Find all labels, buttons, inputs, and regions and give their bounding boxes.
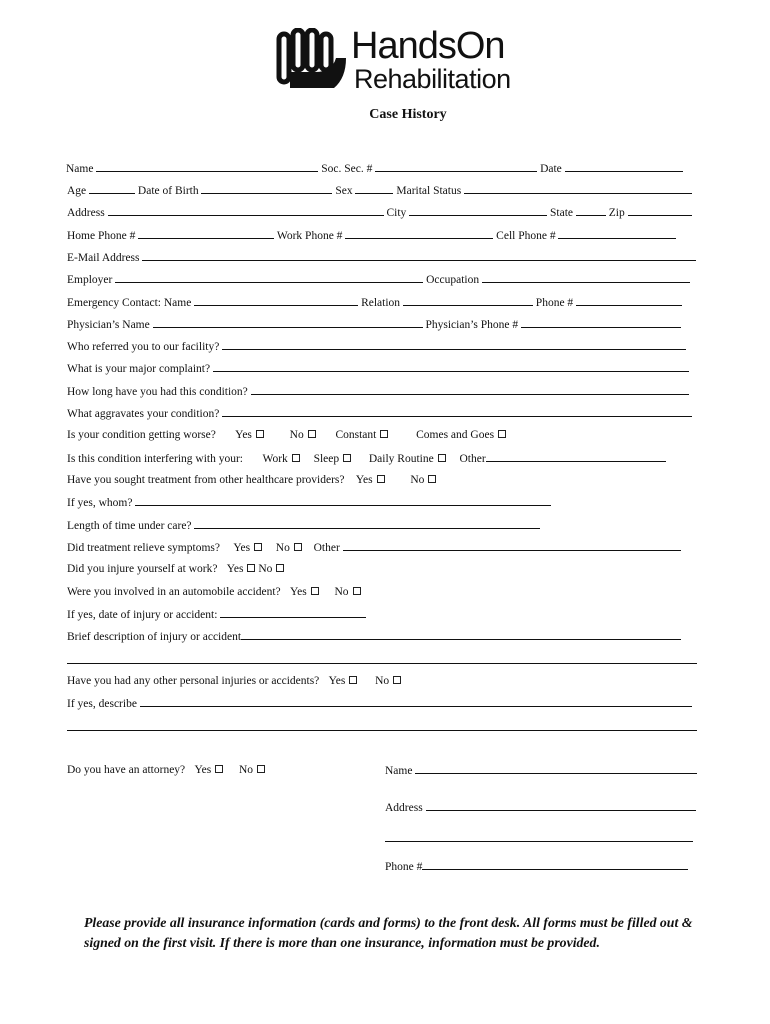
daily-routine-checkbox[interactable] (438, 454, 446, 462)
row-complaint (67, 361, 689, 376)
sought-yes-label: Yes (355, 474, 373, 486)
relieve-yes-label: Yes (233, 542, 251, 554)
row-attorney-phone (385, 859, 688, 874)
email-label: E-Mail Address (67, 252, 140, 264)
attorney-address-field[interactable] (426, 800, 696, 811)
row-age (67, 183, 692, 198)
row-sought-treatment (67, 473, 436, 487)
row-auto-accident (67, 585, 361, 599)
home-phone-label: Home Phone # (67, 230, 136, 242)
ssn-field[interactable] (375, 161, 537, 172)
home-phone-field[interactable] (138, 228, 274, 239)
logo-wordmark-handson (351, 26, 505, 66)
sought-no-checkbox[interactable] (428, 475, 436, 483)
attorney-name-label: Name (385, 765, 413, 777)
dob-label: Date of Birth (137, 185, 199, 197)
other-injuries-yes-checkbox[interactable] (349, 676, 357, 684)
worse-yes-label: Yes (235, 429, 252, 441)
auto-yes-label: Yes (290, 586, 307, 598)
whom-field[interactable] (135, 495, 551, 506)
relieve-no-checkbox[interactable] (294, 543, 302, 551)
injury-date-field[interactable] (220, 607, 366, 618)
age-field[interactable] (89, 183, 135, 194)
row-injury-date (67, 607, 366, 622)
email-field[interactable] (142, 250, 696, 261)
physician-phone-label: Physician’s Phone # (425, 319, 519, 331)
city-field[interactable] (409, 205, 547, 216)
describe-label: If yes, describe (67, 698, 137, 710)
row-aggravates (67, 406, 692, 421)
marital-label: Marital Status (396, 185, 462, 197)
relieve-other-label: Other (313, 542, 340, 554)
worse-yes-checkbox[interactable] (256, 430, 264, 438)
injure-work-no-label: No (258, 563, 273, 575)
row-attorney-address (385, 800, 696, 815)
attorney-no-label: No (238, 764, 254, 776)
sex-field[interactable] (355, 183, 393, 194)
comes-goes-label: Comes and Goes (416, 429, 495, 441)
logo-line1: HandsOn (351, 25, 505, 67)
physician-field[interactable] (153, 317, 423, 328)
occupation-label: Occupation (426, 274, 480, 286)
work-phone-label: Work Phone # (276, 230, 343, 242)
comes-goes-checkbox[interactable] (498, 430, 506, 438)
injury-description-line-2[interactable] (67, 663, 697, 664)
describe-line-2[interactable] (67, 730, 697, 731)
attorney-phone-field[interactable] (422, 859, 688, 870)
sought-no-label: No (410, 474, 425, 486)
date-field[interactable] (565, 161, 683, 172)
logo-wordmark-rehab: Rehabilitation (354, 64, 511, 94)
auto-no-checkbox[interactable] (353, 587, 361, 595)
other-injuries-label: Have you had any other personal injuries or accidents? (67, 675, 320, 687)
row-other-injuries (67, 674, 401, 688)
constant-label: Constant (335, 429, 377, 441)
other-injuries-no-label: No (375, 675, 390, 687)
injure-work-yes-label: Yes (226, 563, 244, 575)
injure-work-label: Did you injure yourself at work? (67, 563, 218, 575)
row-employer (67, 272, 690, 287)
zip-label: Zip (608, 207, 625, 219)
row-interfering (67, 451, 666, 466)
attorney-phone-label: Phone # (385, 861, 423, 873)
row-injure-work (67, 562, 284, 576)
occupation-field[interactable] (482, 272, 690, 283)
daily-routine-label: Daily Routine (368, 453, 434, 465)
work-checkbox[interactable] (292, 454, 300, 462)
row-attorney-name (385, 763, 697, 778)
constant-checkbox[interactable] (380, 430, 388, 438)
duration-label: How long have you had this condition? (67, 386, 248, 398)
worse-label: Is your condition getting worse? (67, 429, 216, 441)
cell-phone-label: Cell Phone # (496, 230, 556, 242)
employer-field[interactable] (115, 272, 423, 283)
page-title: Case History (369, 107, 447, 122)
relieve-no-label: No (275, 542, 290, 554)
auto-no-label: No (334, 586, 349, 598)
ssn-label: Soc. Sec. # (321, 163, 373, 175)
emergency-name-field[interactable] (194, 295, 358, 306)
length-care-field[interactable] (194, 518, 540, 529)
date-label: Date (540, 163, 562, 175)
emergency-name-label: Emergency Contact: Name (67, 297, 192, 309)
injury-description-field[interactable] (241, 629, 681, 640)
row-describe (67, 696, 692, 711)
attorney-yes-checkbox[interactable] (215, 765, 223, 773)
attorney-address-label: Address (385, 802, 423, 814)
length-care-label: Length of time under care? (67, 520, 192, 532)
row-referred (67, 339, 686, 354)
row-length-care (67, 518, 540, 533)
attorney-name-field[interactable] (415, 763, 697, 774)
name-label: Name (66, 163, 94, 175)
worse-no-checkbox[interactable] (308, 430, 316, 438)
physician-phone-field[interactable] (521, 317, 681, 328)
zip-field[interactable] (628, 205, 692, 216)
hand-logo-icon (276, 28, 348, 94)
relieve-label: Did treatment relieve symptoms? (67, 542, 220, 554)
row-physician (67, 317, 681, 332)
row-injury-description (67, 629, 681, 644)
injury-date-label: If yes, date of injury or accident: (67, 609, 218, 621)
company-logo (276, 26, 546, 96)
aggravates-field[interactable] (222, 406, 692, 417)
address-label: Address (67, 207, 105, 219)
describe-field[interactable] (140, 696, 692, 707)
state-label: State (550, 207, 574, 219)
attorney-yes-label: Yes (194, 764, 212, 776)
name-field[interactable] (96, 161, 318, 172)
cell-phone-field[interactable] (558, 228, 676, 239)
row-name (66, 161, 683, 176)
address-field[interactable] (108, 205, 384, 216)
relation-field[interactable] (403, 295, 533, 306)
other-field[interactable] (486, 451, 666, 462)
auto-yes-checkbox[interactable] (311, 587, 319, 595)
sought-yes-checkbox[interactable] (377, 475, 385, 483)
injure-work-no-checkbox[interactable] (276, 564, 284, 572)
other-label: Other (459, 453, 486, 465)
worse-no-label: No (289, 429, 304, 441)
age-label: Age (67, 185, 87, 197)
complaint-field[interactable] (213, 361, 689, 372)
work-label: Work (262, 453, 288, 465)
dob-field[interactable] (201, 183, 332, 194)
city-label: City (386, 207, 407, 219)
referred-field[interactable] (222, 339, 686, 350)
row-emergency (67, 295, 682, 310)
row-worse (67, 428, 506, 442)
attorney-label: Do you have an attorney? (67, 764, 186, 776)
whom-label: If yes, whom? (67, 497, 133, 509)
sought-label: Have you sought treatment from other healthcare providers? (67, 474, 345, 486)
employer-label: Employer (67, 274, 113, 286)
insurance-notice: Please provide all insurance information (cards and forms) to the front desk. All forms must be filled out & signed on the first visit. If there is more than one insurance, information must be provided. (84, 915, 693, 950)
row-address (67, 205, 692, 220)
row-phones (67, 228, 676, 243)
auto-accident-label: Were you involved in an automobile accident? (67, 586, 281, 598)
aggravates-label: What aggravates your condition? (67, 408, 220, 420)
sex-label: Sex (335, 185, 353, 197)
row-duration (67, 384, 689, 399)
emergency-phone-field[interactable] (576, 295, 682, 306)
duration-field[interactable] (251, 384, 689, 395)
attorney-address-line-2[interactable] (385, 841, 693, 842)
row-whom (67, 495, 551, 510)
state-field[interactable] (576, 205, 606, 216)
other-injuries-no-checkbox[interactable] (393, 676, 401, 684)
interfering-label: Is this condition interfering with your: (67, 453, 243, 465)
sleep-label: Sleep (313, 453, 340, 465)
relieve-yes-checkbox[interactable] (254, 543, 262, 551)
marital-field[interactable] (464, 183, 692, 194)
row-attorney (67, 763, 265, 777)
work-phone-field[interactable] (345, 228, 493, 239)
referred-label: Who referred you to our facility? (67, 341, 220, 353)
complaint-label: What is your major complaint? (67, 363, 211, 375)
physician-label: Physician’s Name (67, 319, 150, 331)
relation-label: Relation (361, 297, 401, 309)
relieve-other-field[interactable] (343, 540, 681, 551)
row-relieve (67, 540, 681, 555)
row-email (67, 250, 696, 265)
other-injuries-yes-label: Yes (328, 675, 346, 687)
injury-description-label: Brief description of injury or accident (67, 631, 242, 643)
attorney-no-checkbox[interactable] (257, 765, 265, 773)
sleep-checkbox[interactable] (343, 454, 351, 462)
emergency-phone-label: Phone # (535, 297, 574, 309)
injure-work-yes-checkbox[interactable] (247, 564, 255, 572)
